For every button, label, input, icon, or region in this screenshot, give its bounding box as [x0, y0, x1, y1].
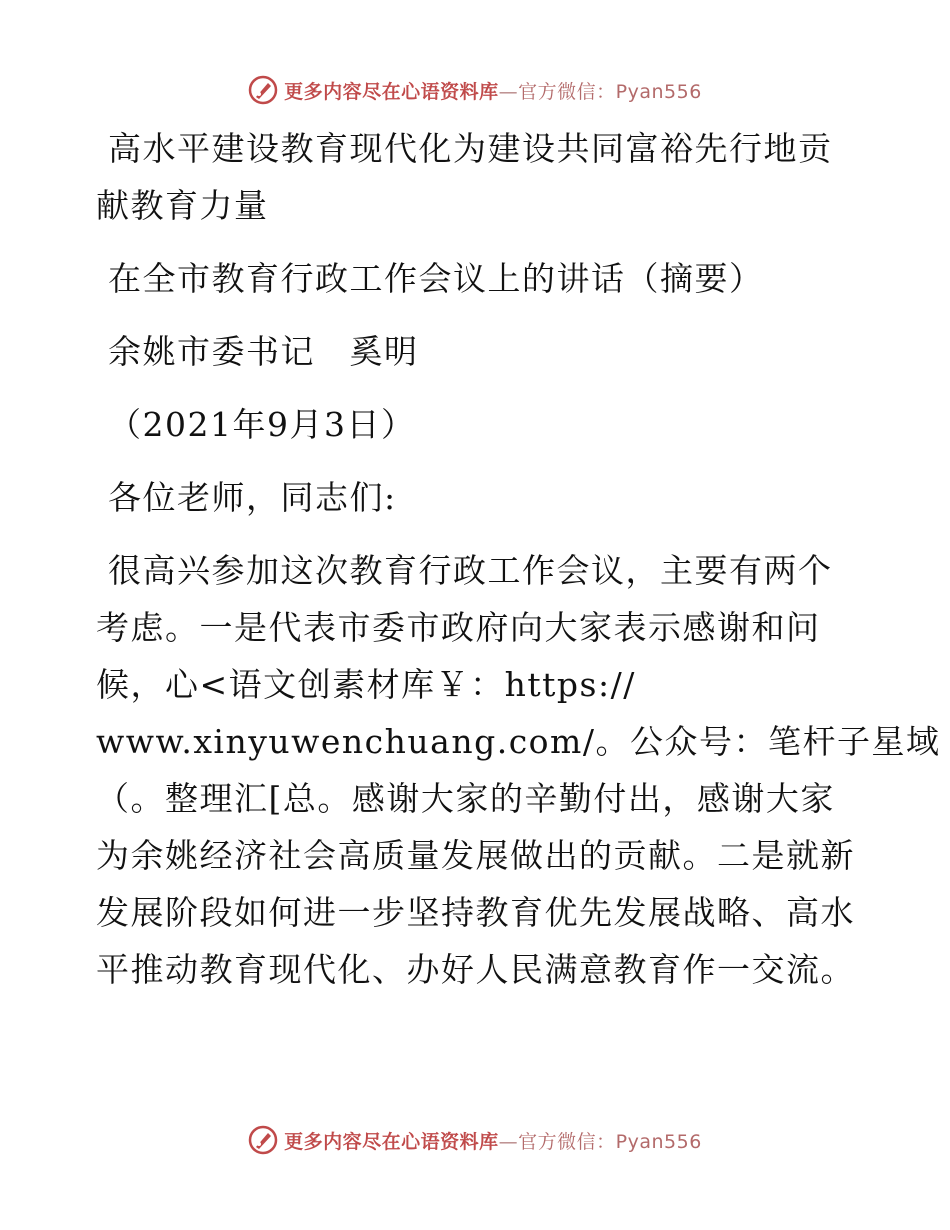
- paragraph-line: （。整理汇[总。感谢大家的辛勤付出，感谢大家: [96, 779, 835, 818]
- watermark-text: 更多内容尽在心语资料库—官方微信：Pyan556: [284, 1130, 702, 1153]
- doc-author: 余姚市委书记 奚明: [108, 332, 419, 371]
- paragraph-line: 发展阶段如何进一步坚持教育优先发展战略、高水: [96, 893, 855, 932]
- doc-greeting: 各位老师，同志们:: [108, 478, 397, 517]
- watermark-text: 更多内容尽在心语资料库—官方微信：Pyan556: [284, 80, 702, 103]
- pen-logo-icon: [248, 75, 278, 105]
- doc-title-line-1: 高水平建设教育现代化为建设共同富裕先行地贡: [108, 129, 833, 168]
- header-watermark: [0, 70, 950, 110]
- paragraph-line: 平推动教育现代化、办好人民满意教育作一交流。: [96, 950, 855, 989]
- paragraph-line: www.xinyuwenchuang.com/。公众号：笔杆子星域: [96, 722, 941, 761]
- doc-paragraph: [96, 542, 941, 998]
- paragraph-line: 考虑。一是代表市委市政府向大家表示感谢和问: [96, 608, 821, 647]
- pen-logo-icon: [248, 1125, 278, 1155]
- document-body: [96, 120, 941, 998]
- paragraph-line: 很高兴参加这次教育行政工作会议，主要有两个: [108, 551, 833, 590]
- doc-subtitle: 在全市教育行政工作会议上的讲话（摘要）: [108, 259, 764, 298]
- paragraph-line: 为余姚经济社会高质量发展做出的贡献。二是就新: [96, 836, 855, 875]
- paragraph-line: 候，心<语文创素材库￥：https://: [96, 665, 636, 704]
- footer-watermark: [0, 1120, 950, 1160]
- doc-title-line-2: 献教育力量: [96, 186, 269, 225]
- doc-date: （2021年9月3日）: [108, 405, 416, 444]
